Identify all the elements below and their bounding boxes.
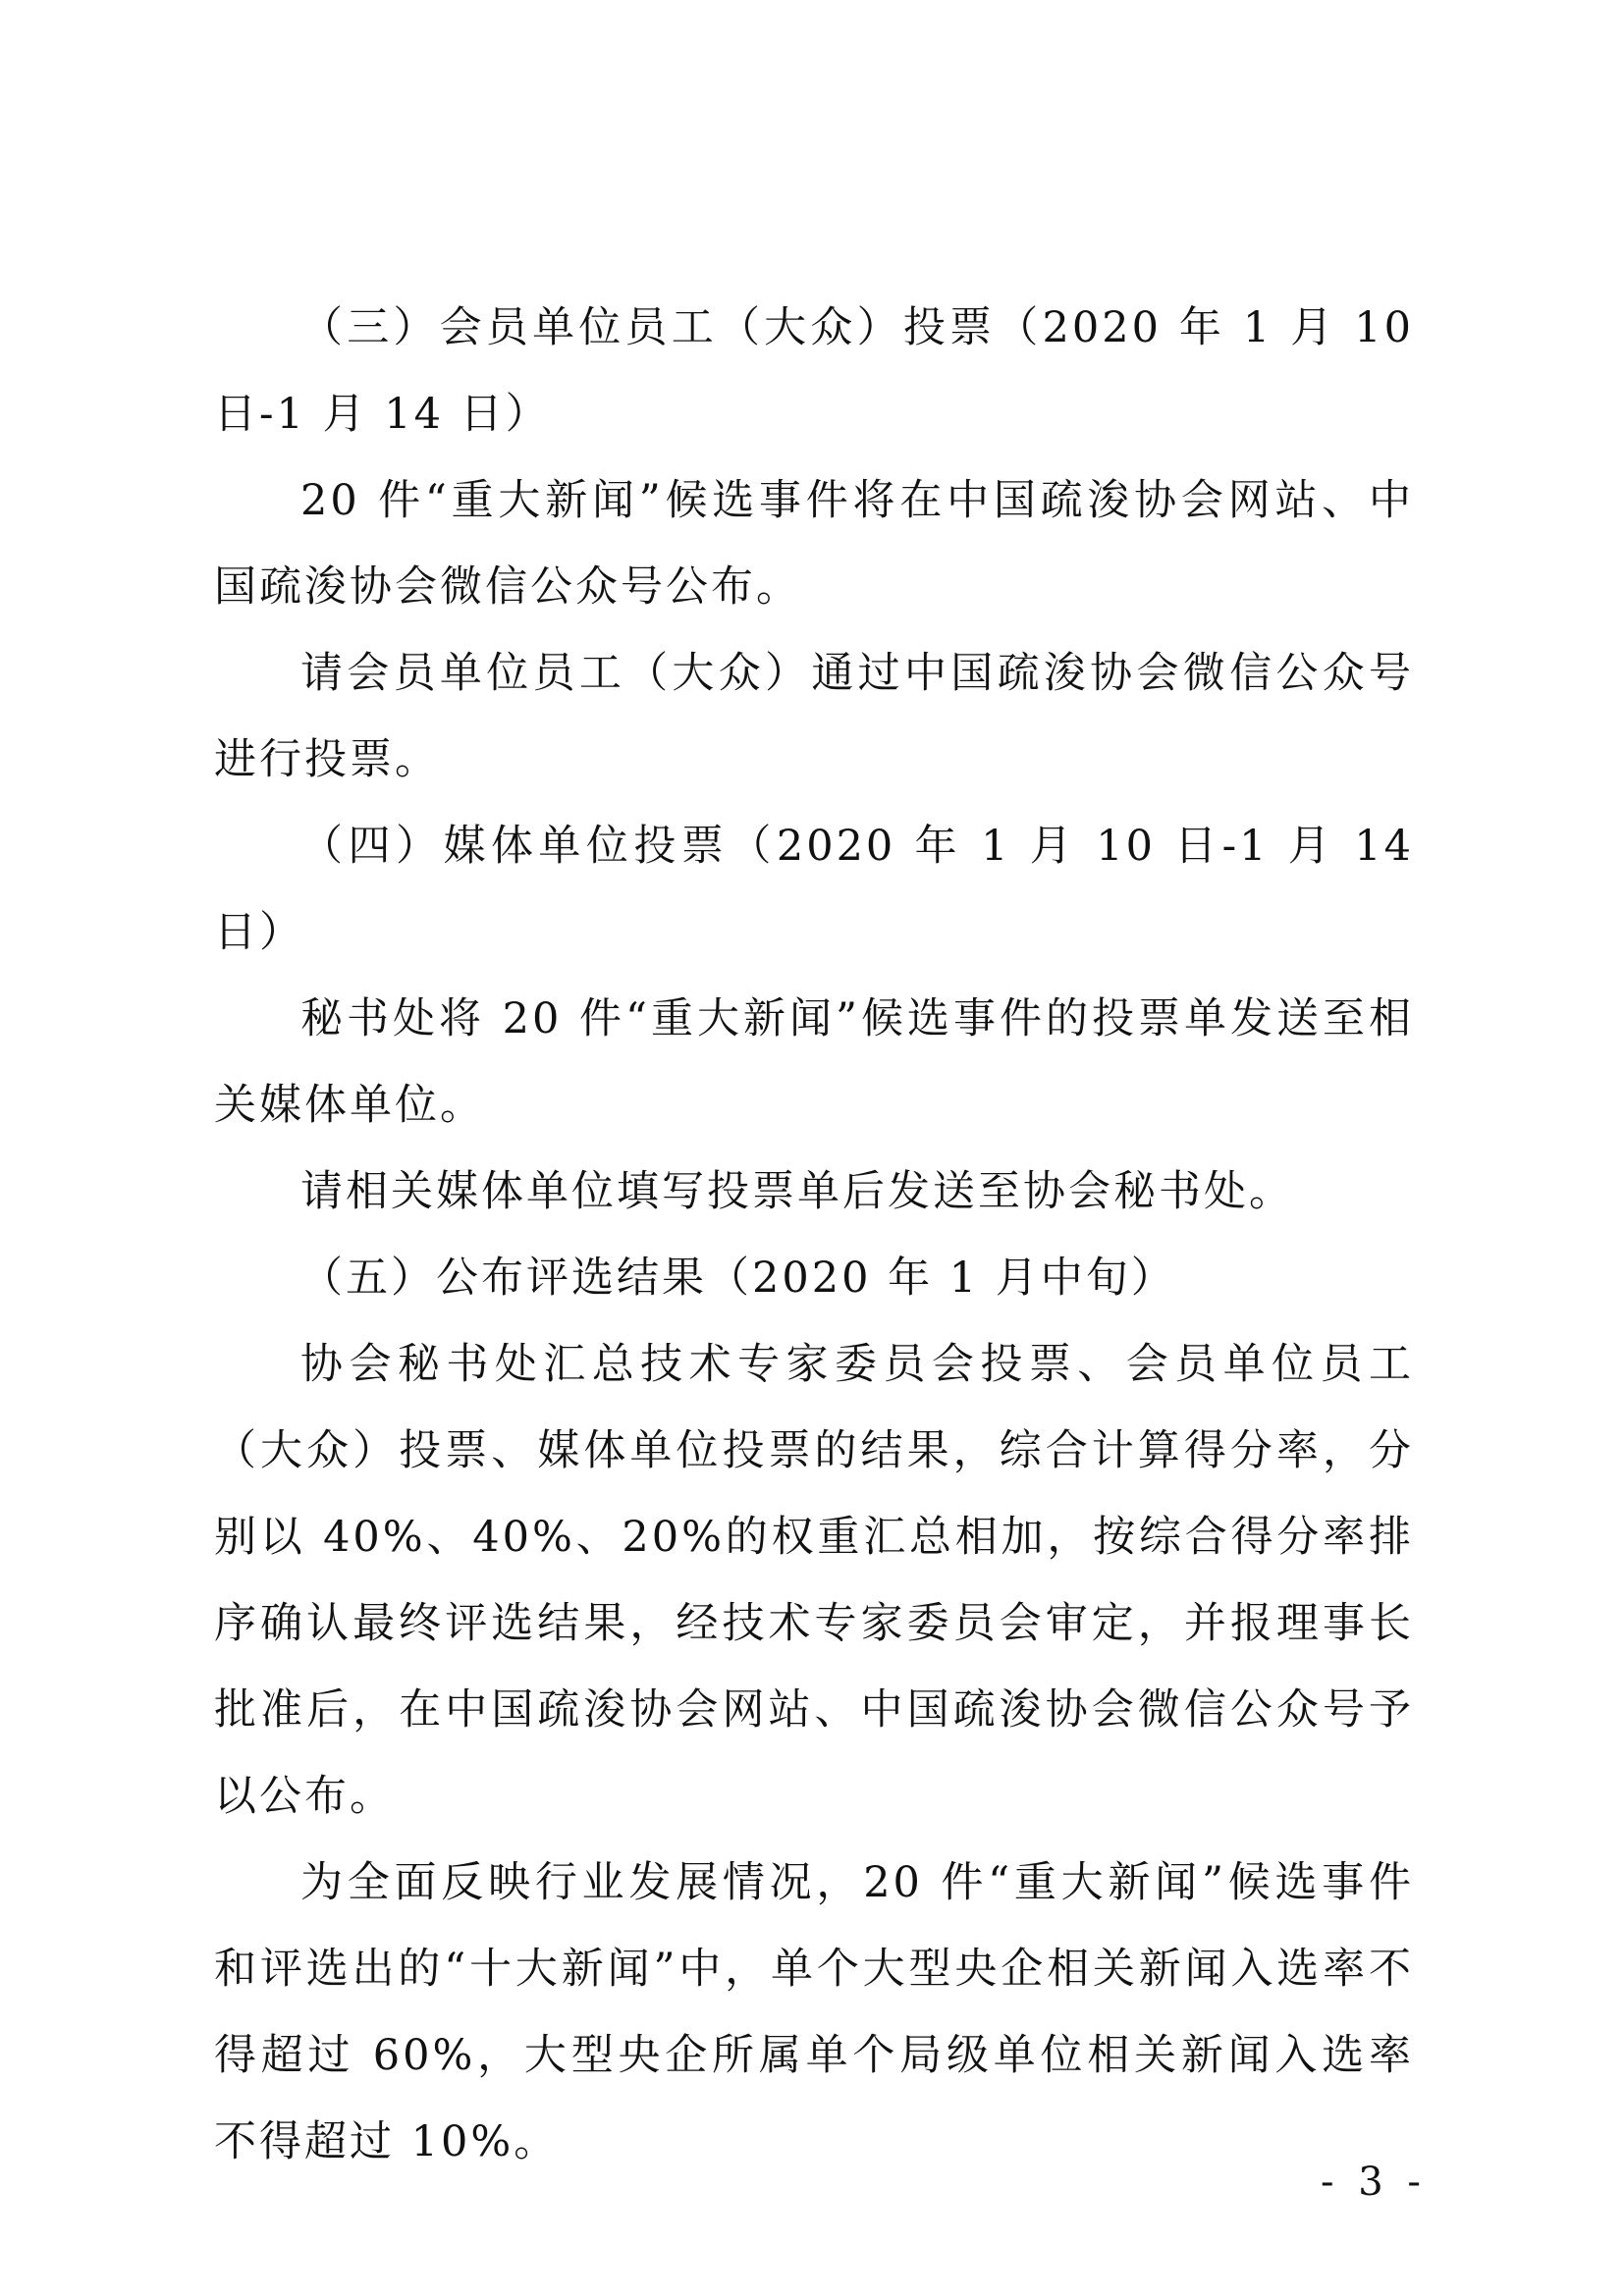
paragraph: 秘书处将 20 件“重大新闻”候选事件的投票单发送至相关媒体单位。 (214, 994, 1414, 1130)
paragraph: 请会员单位员工（大众）通过中国疏浚协会微信公众号进行投票。 (214, 649, 1414, 784)
paragraph: 协会秘书处汇总技术专家委员会投票、会员单位员工（大众）投票、媒体单位投票的结果，综合计算得分率，分别以 40%、40%、20%的权重汇总相加，按综合得分率排序确认最终评选结果，经技术专家委员会审定，并报理事长批准后，在中国疏浚协会网站、中国疏浚协会微信公众号予以公布。 (214, 1340, 1414, 1821)
section-heading-4: （四）媒体单位投票（2020 年 1 月 10 日-1 月 14 日） (214, 822, 1414, 957)
section-heading-3: （三）会员单位员工（大众）投票（2020 年 1 月 10 日-1 月 14 日） (214, 303, 1414, 439)
section-heading-5: （五）公布评选结果（2020 年 1 月中旬） (300, 1254, 1176, 1303)
paragraph: 20 件“重大新闻”候选事件将在中国疏浚协会网站、中国疏浚协会微信公众号公布。 (214, 476, 1414, 612)
page-number: - 3 - (1321, 2160, 1427, 2205)
document-body (214, 285, 1414, 2185)
paragraph: 为全面反映行业发展情况，20 件“重大新闻”候选事件和评选出的“十大新闻”中，单个大型央企相关新闻入选率不得超过 60%，大型央企所属单个局级单位相关新闻入选率不得超过 10%。 (214, 1858, 1414, 2166)
paragraph: 请相关媒体单位填写投票单后发送至协会秘书处。 (300, 1167, 1294, 1216)
